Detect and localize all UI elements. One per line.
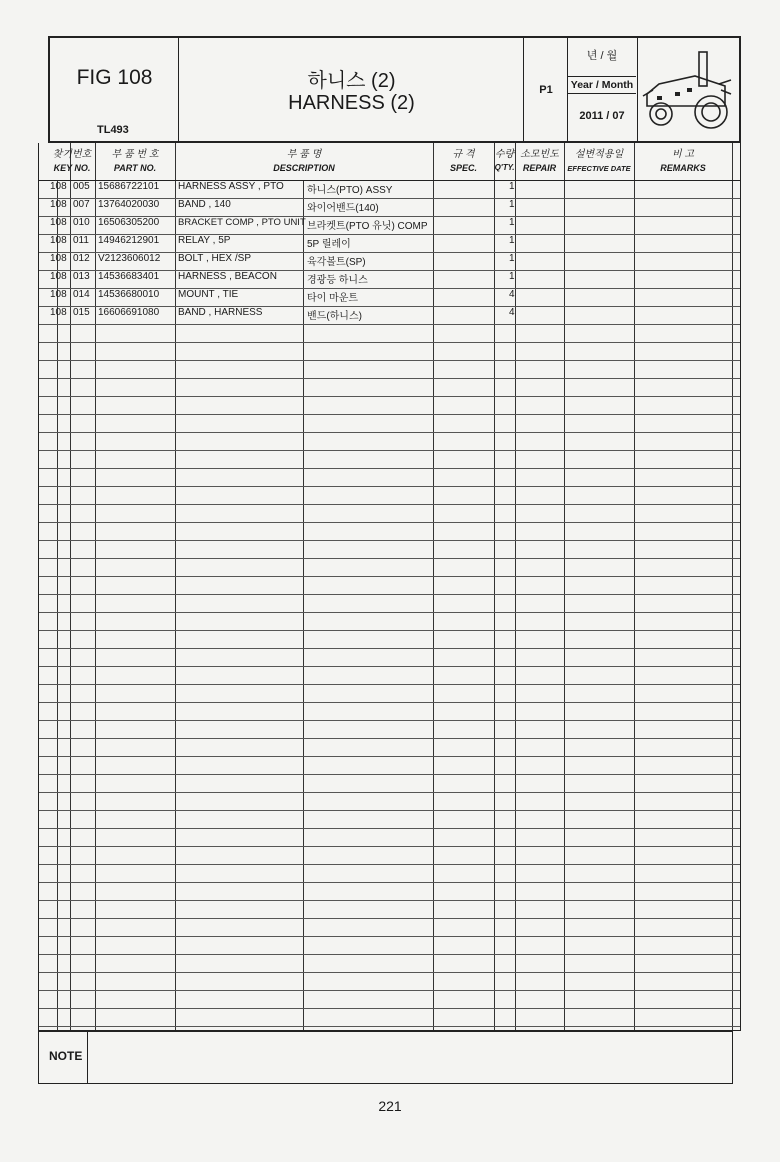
table-rule <box>39 684 740 685</box>
model-code: TL493 <box>97 124 129 136</box>
part-cell: V2123606012 <box>98 253 161 264</box>
desc-ko-cell: 타이 마운트 <box>307 293 359 304</box>
table-rule <box>39 432 740 433</box>
qty-cell: 1 <box>509 235 515 246</box>
qty-cell: 1 <box>509 271 515 282</box>
note-label: NOTE <box>49 1049 83 1063</box>
table-rule <box>39 666 740 667</box>
desc-header-en: DESCRIPTION <box>273 163 335 173</box>
table-rule <box>39 342 740 343</box>
qty-cell: 1 <box>509 199 515 210</box>
key-cell: 013 <box>73 271 90 282</box>
table-rule <box>39 414 740 415</box>
qty-cell: 1 <box>509 253 515 264</box>
key-cell: 010 <box>73 217 90 228</box>
title-cell <box>179 38 524 141</box>
fig-number: FIG 108 <box>76 66 153 89</box>
note-box <box>38 1031 733 1084</box>
table-rule <box>39 900 740 901</box>
tractor-icon <box>637 46 733 134</box>
qty-cell: 4 <box>509 289 515 300</box>
desc-en-cell: HARNESS , BEACON <box>178 271 277 282</box>
key-cell: 011 <box>73 235 89 246</box>
part-cell: 13764020030 <box>98 199 160 210</box>
page-cell <box>524 38 568 141</box>
repair-header-en: REPAIR <box>522 163 557 173</box>
desc-en-cell: RELAY , 5P <box>178 235 231 246</box>
fig-cell: 108 <box>50 199 67 210</box>
repair-header-ko: 소모빈도 <box>520 149 559 160</box>
table-rule <box>39 540 740 541</box>
table-rule <box>39 738 740 739</box>
sheet-header <box>48 36 741 143</box>
part-cell: 14946212901 <box>98 235 160 246</box>
table-rule <box>39 864 740 865</box>
table-rule <box>39 504 740 505</box>
table-rule <box>39 792 740 793</box>
fig-cell: 108 <box>50 181 67 192</box>
qty-header-ko: 수량 <box>494 149 515 160</box>
desc-en-cell: BRACKET COMP , PTO UNIT <box>178 217 306 228</box>
part-cell: 15686722101 <box>98 181 160 192</box>
spec-header-ko: 규 격 <box>452 149 475 160</box>
table-rule <box>39 936 740 937</box>
table-rule <box>39 756 740 757</box>
table-rule <box>39 576 740 577</box>
year-month-en: Year / Month <box>568 76 636 94</box>
table-rule <box>39 990 740 991</box>
table-rule <box>39 324 740 325</box>
table-rule <box>39 630 740 631</box>
qty-cell: 1 <box>509 217 515 228</box>
table-rule <box>39 612 740 613</box>
desc-en-cell: BAND , HARNESS <box>178 307 263 318</box>
desc-ko-cell: 경광등 하니스 <box>307 275 368 286</box>
desc-ko-cell: 육각볼트(SP) <box>307 257 366 268</box>
fig-cell: 108 <box>50 235 67 246</box>
key-header-ko: 찾기번호 <box>52 149 92 160</box>
qty-cell: 1 <box>509 181 515 192</box>
table-rule <box>39 882 740 883</box>
fig-cell <box>50 38 179 141</box>
part-cell: 16606691080 <box>98 307 160 318</box>
desc-ko-cell: 와이어밴드(140) <box>307 203 379 214</box>
part-header-en: PART NO. <box>113 163 157 173</box>
table-rule <box>39 810 740 811</box>
table-rule <box>39 720 740 721</box>
key-cell: 005 <box>73 181 90 192</box>
table-rule <box>39 558 740 559</box>
parts-sheet <box>38 36 741 1084</box>
table-rule <box>39 972 740 973</box>
table-rule <box>39 486 740 487</box>
part-cell: 14536680010 <box>98 289 160 300</box>
desc-ko-cell: 5P 릴레이 <box>307 239 351 250</box>
title-korean: 하니스 (2) <box>307 70 396 92</box>
table-rule <box>39 846 740 847</box>
part-cell: 14536683401 <box>98 271 160 282</box>
table-rule <box>39 522 740 523</box>
table-rule <box>39 774 740 775</box>
date-cell <box>568 38 638 141</box>
effective-header-en: EFFECTIVE DATE <box>567 164 631 173</box>
fig-cell: 108 <box>50 271 67 282</box>
year-month-ko: 년 / 월 <box>586 50 618 62</box>
part-header-ko: 부 품 번 호 <box>111 149 159 160</box>
table-rule <box>39 954 740 955</box>
table-rule <box>39 450 740 451</box>
fig-cell: 108 <box>50 307 67 318</box>
table-rule <box>39 396 740 397</box>
qty-cell: 4 <box>509 307 515 318</box>
title-english: HARNESS (2) <box>288 92 415 114</box>
desc-ko-cell: 브라켓트(PTO 유닛) COMP <box>307 221 428 232</box>
fig-cell: 108 <box>50 217 67 228</box>
table-rule <box>39 828 740 829</box>
remarks-header-en: REMARKS <box>660 163 706 173</box>
table-rule <box>39 468 740 469</box>
table-rule <box>39 702 740 703</box>
table-rule <box>39 378 740 379</box>
table-rule <box>39 918 740 919</box>
key-cell: 012 <box>73 253 90 264</box>
part-cell: 16506305200 <box>98 217 160 228</box>
desc-en-cell: MOUNT , TIE <box>178 289 239 300</box>
page-number: 221 <box>378 1098 402 1114</box>
date-value: 2011 / 07 <box>579 110 625 122</box>
table-rule <box>39 360 740 361</box>
fig-cell: 108 <box>50 253 67 264</box>
desc-en-cell: BAND , 140 <box>178 199 231 210</box>
desc-en-cell: BOLT , HEX /SP <box>178 253 251 264</box>
qty-header-en: Q'TY. <box>494 163 515 172</box>
desc-en-cell: HARNESS ASSY , PTO <box>178 181 284 192</box>
parts-table <box>38 143 741 1031</box>
effective-header-ko: 설변적용일 <box>574 149 624 160</box>
table-rule <box>39 1008 740 1009</box>
table-rule <box>39 648 740 649</box>
fig-cell: 108 <box>50 289 67 300</box>
key-header-en: KEY NO. <box>53 163 91 173</box>
table-rule <box>39 594 740 595</box>
desc-ko-cell: 하니스(PTO) ASSY <box>307 185 393 196</box>
spec-header-en: SPEC. <box>449 163 477 173</box>
key-cell: 014 <box>73 289 90 300</box>
desc-header-ko: 부 품 명 <box>286 149 322 160</box>
key-cell: 015 <box>73 307 90 318</box>
key-cell: 007 <box>73 199 90 210</box>
desc-ko-cell: 밴드(하니스) <box>307 311 362 322</box>
remarks-header-ko: 비 고 <box>671 149 695 160</box>
table-rule <box>39 1026 740 1027</box>
page-label: P1 <box>539 84 553 96</box>
